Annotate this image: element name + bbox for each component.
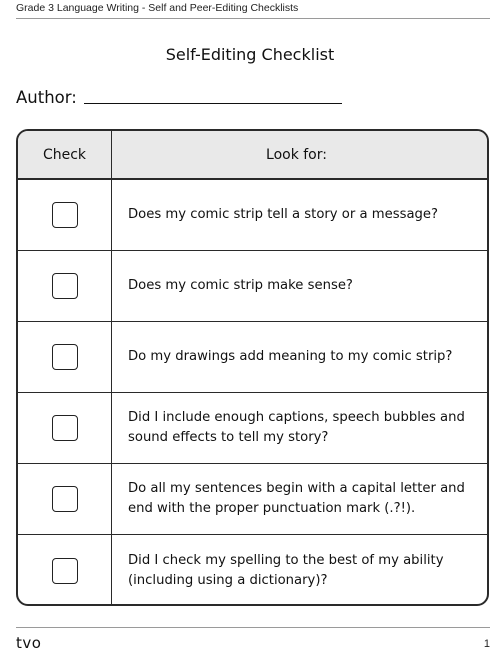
checkbox[interactable] <box>52 486 78 512</box>
header-divider <box>16 18 490 19</box>
check-cell <box>18 322 112 392</box>
page-number: 1 <box>483 638 490 650</box>
tvo-logo: tvo <box>16 634 42 652</box>
item-cell <box>112 464 487 534</box>
table-row <box>18 322 487 393</box>
checkbox[interactable] <box>52 344 78 370</box>
checkbox[interactable] <box>52 202 78 228</box>
checkbox[interactable] <box>52 558 78 584</box>
footer-divider <box>16 627 490 628</box>
running-header: Grade 3 Language Writing - Self and Peer-Editing Checklists <box>16 2 299 14</box>
item-cell <box>112 535 487 606</box>
check-cell <box>18 464 112 534</box>
checklist-item-text: Does my comic strip tell a story or a message? <box>128 207 439 222</box>
checkbox[interactable] <box>52 273 78 299</box>
table-row <box>18 393 487 464</box>
table-row <box>18 535 487 606</box>
table-row <box>18 251 487 322</box>
column-header-check: Check <box>42 146 87 163</box>
checklist-item-text: Did I include enough captions, speech bubbles and sound effects to tell my story? <box>128 410 465 445</box>
check-cell <box>18 535 112 606</box>
item-cell <box>112 251 487 321</box>
table-header-row <box>18 131 487 180</box>
checklist-item-text: Does my comic strip make sense? <box>128 278 353 293</box>
item-cell <box>112 393 487 463</box>
check-cell <box>18 393 112 463</box>
checklist-item-text: Do all my sentences begin with a capital letter and end with the proper punctuation mark (.?!). <box>128 481 465 516</box>
check-cell <box>18 180 112 250</box>
header-cell-look-for <box>112 131 487 178</box>
table-row <box>18 180 487 251</box>
checkbox[interactable] <box>52 415 78 441</box>
header-cell-check <box>18 131 112 178</box>
checklist-item-text: Do my drawings add meaning to my comic strip? <box>128 349 453 364</box>
author-input-line[interactable] <box>84 103 342 104</box>
item-cell <box>112 180 487 250</box>
table-row <box>18 464 487 535</box>
item-cell <box>112 322 487 392</box>
check-cell <box>18 251 112 321</box>
page-title: Self-Editing Checklist <box>165 45 335 64</box>
author-label: Author: <box>16 88 77 107</box>
checklist-table <box>16 129 489 606</box>
column-header-look-for: Look for: <box>266 146 327 163</box>
checklist-item-text: Did I check my spelling to the best of my ability (including using a dictionary)? <box>128 552 444 588</box>
